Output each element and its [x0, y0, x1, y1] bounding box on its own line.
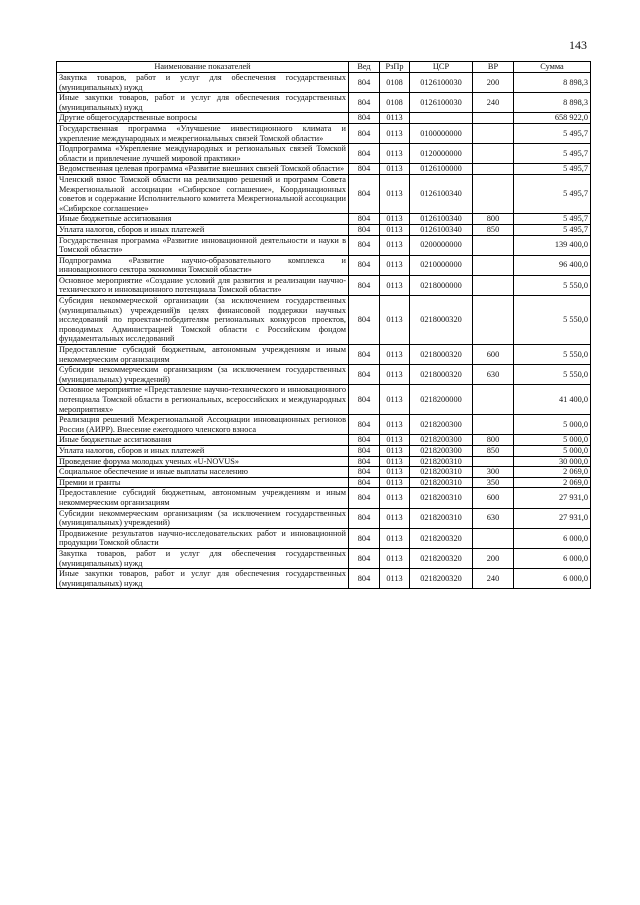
table-row: [57, 296, 591, 345]
row-rzpr-cell: 0113: [380, 488, 410, 508]
table-row: [57, 385, 591, 415]
row-name-cell: Иные закупки товаров, работ и услуг для обеспечения государственных (муниципальных) нужд: [57, 569, 349, 589]
row-ved-cell: 804: [349, 445, 380, 456]
row-name-cell: Предоставление субсидий бюджетным, автономным учреждениям и иным некоммерческим организациям: [57, 488, 349, 508]
row-vr-cell: 240: [473, 569, 514, 589]
row-vr-cell: [473, 528, 514, 548]
row-rzpr-cell: 0113: [380, 477, 410, 488]
row-csr-cell: 0218200320: [410, 569, 473, 589]
row-sum-cell: 5 550,0: [514, 275, 591, 295]
row-sum-cell: 5 495,7: [514, 144, 591, 164]
row-vr-cell: 600: [473, 488, 514, 508]
row-ved-cell: 804: [349, 569, 380, 589]
row-rzpr-cell: 0113: [380, 123, 410, 143]
row-sum-cell: 5 550,0: [514, 365, 591, 385]
row-sum-cell: 658 922,0: [514, 113, 591, 124]
row-vr-cell: 200: [473, 73, 514, 93]
row-sum-cell: 27 931,0: [514, 508, 591, 528]
table-row: [57, 174, 591, 213]
row-name-cell: Закупка товаров, работ и услуг для обеспечения государственных (муниципальных) нужд: [57, 73, 349, 93]
table-row: [57, 548, 591, 568]
table-row: [57, 508, 591, 528]
row-ved-cell: 804: [349, 164, 380, 175]
row-name-cell: Уплата налогов, сборов и иных платежей: [57, 445, 349, 456]
row-sum-cell: 2 069,0: [514, 467, 591, 478]
row-ved-cell: 804: [349, 224, 380, 235]
row-vr-cell: 850: [473, 224, 514, 235]
row-csr-cell: 0126100340: [410, 224, 473, 235]
row-rzpr-cell: 0113: [380, 164, 410, 175]
row-vr-cell: 850: [473, 445, 514, 456]
row-ved-cell: 804: [349, 385, 380, 415]
row-ved-cell: 804: [349, 467, 380, 478]
row-csr-cell: 0120000000: [410, 144, 473, 164]
table-row: [57, 224, 591, 235]
row-sum-cell: 8 898,3: [514, 73, 591, 93]
table-row: [57, 488, 591, 508]
row-name-cell: Субсидии некоммерческим организациям (за исключением государственных (муниципальных) учреждений): [57, 365, 349, 385]
table-row: [57, 214, 591, 225]
row-vr-cell: 600: [473, 345, 514, 365]
row-sum-cell: 5 550,0: [514, 345, 591, 365]
row-csr-cell: 0218200300: [410, 445, 473, 456]
row-name-cell: Проведение форума молодых ученых «U-NOVUS»: [57, 456, 349, 467]
row-ved-cell: 804: [349, 275, 380, 295]
header-rzpr: РзПр: [380, 62, 410, 73]
row-vr-cell: [473, 174, 514, 213]
row-sum-cell: 41 400,0: [514, 385, 591, 415]
row-rzpr-cell: 0113: [380, 435, 410, 446]
page-number: 143: [569, 38, 587, 52]
table-row: [57, 456, 591, 467]
table-row: [57, 467, 591, 478]
row-sum-cell: 5 495,7: [514, 123, 591, 143]
row-name-cell: Подпрограмма «Развитие научно-образовательного комплекса и инновационного сектора экономики Томской области»: [57, 255, 349, 275]
row-name-cell: Иные закупки товаров, работ и услуг для обеспечения государственных (муниципальных) нужд: [57, 93, 349, 113]
row-name-cell: Закупка товаров, работ и услуг для обеспечения государственных (муниципальных) нужд: [57, 548, 349, 568]
row-name-cell: Членский взнос Томской области на реализацию решений и программ Совета Межрегиональной ассоциации «Сибирское соглашение», Координационных советов и содержание Исполнительного комитета Межрегиональной ассоциации «Сибирское соглашение»: [57, 174, 349, 213]
row-vr-cell: 630: [473, 508, 514, 528]
row-ved-cell: 804: [349, 235, 380, 255]
row-vr-cell: [473, 113, 514, 124]
row-ved-cell: 804: [349, 144, 380, 164]
row-vr-cell: [473, 235, 514, 255]
row-csr-cell: 0218200320: [410, 528, 473, 548]
row-csr-cell: 0126100030: [410, 73, 473, 93]
row-csr-cell: 0218200300: [410, 415, 473, 435]
row-ved-cell: 804: [349, 477, 380, 488]
table-row: [57, 569, 591, 589]
row-sum-cell: 6 000,0: [514, 528, 591, 548]
row-ved-cell: 804: [349, 508, 380, 528]
row-rzpr-cell: 0113: [380, 214, 410, 225]
table-row: [57, 365, 591, 385]
row-vr-cell: [473, 164, 514, 175]
row-vr-cell: 630: [473, 365, 514, 385]
row-vr-cell: [473, 296, 514, 345]
table-row: [57, 255, 591, 275]
row-name-cell: Уплата налогов, сборов и иных платежей: [57, 224, 349, 235]
row-sum-cell: 5 495,7: [514, 214, 591, 225]
row-ved-cell: 804: [349, 93, 380, 113]
row-rzpr-cell: 0113: [380, 445, 410, 456]
row-sum-cell: 5 495,7: [514, 174, 591, 213]
row-ved-cell: 804: [349, 365, 380, 385]
row-vr-cell: 300: [473, 467, 514, 478]
table-row: [57, 275, 591, 295]
row-name-cell: Другие общегосударственные вопросы: [57, 113, 349, 124]
row-sum-cell: 96 400,0: [514, 255, 591, 275]
header-vr: ВР: [473, 62, 514, 73]
row-rzpr-cell: 0113: [380, 508, 410, 528]
table-header-row: [57, 62, 591, 73]
row-name-cell: Иные бюджетные ассигнования: [57, 214, 349, 225]
row-csr-cell: 0218200310: [410, 508, 473, 528]
row-name-cell: Реализация решений Межрегиональной Ассоциации инновационных регионов России (АИРР). Внесение ежегодного членского взноса: [57, 415, 349, 435]
row-name-cell: Субсидии некоммерческим организациям (за исключением государственных (муниципальных) учреждений): [57, 508, 349, 528]
row-vr-cell: [473, 255, 514, 275]
header-sum: Сумма: [514, 62, 591, 73]
row-rzpr-cell: 0113: [380, 548, 410, 568]
row-name-cell: Государственная программа «Улучшение инвестиционного климата и укрепление международных и межрегиональных связей Томской области»: [57, 123, 349, 143]
table-row: [57, 93, 591, 113]
row-name-cell: Основное мероприятие «Представление научно-технического и инновационного потенциала Томской области в региональных, всероссийских и международных мероприятиях»: [57, 385, 349, 415]
row-ved-cell: 804: [349, 435, 380, 446]
row-sum-cell: 27 931,0: [514, 488, 591, 508]
table-row: [57, 345, 591, 365]
row-csr-cell: 0218000000: [410, 275, 473, 295]
row-csr-cell: 0126100340: [410, 214, 473, 225]
row-name-cell: Подпрограмма «Укрепление международных и региональных связей Томской области и привлечение лучшей мировой практики»: [57, 144, 349, 164]
row-vr-cell: [473, 456, 514, 467]
table-row: [57, 144, 591, 164]
row-rzpr-cell: 0113: [380, 275, 410, 295]
row-vr-cell: 350: [473, 477, 514, 488]
row-vr-cell: [473, 415, 514, 435]
row-vr-cell: 200: [473, 548, 514, 568]
row-csr-cell: 0218000320: [410, 345, 473, 365]
row-vr-cell: 240: [473, 93, 514, 113]
row-rzpr-cell: 0113: [380, 569, 410, 589]
row-csr-cell: 0218000320: [410, 296, 473, 345]
row-csr-cell: 0100000000: [410, 123, 473, 143]
row-csr-cell: 0218000320: [410, 365, 473, 385]
row-ved-cell: 804: [349, 255, 380, 275]
row-rzpr-cell: 0113: [380, 365, 410, 385]
table-row: [57, 445, 591, 456]
row-sum-cell: 5 550,0: [514, 296, 591, 345]
row-ved-cell: 804: [349, 488, 380, 508]
row-csr-cell: 0126100340: [410, 174, 473, 213]
row-vr-cell: [473, 385, 514, 415]
row-name-cell: Иные бюджетные ассигнования: [57, 435, 349, 446]
header-name: Наименование показателей: [57, 62, 349, 73]
row-csr-cell: 0218200310: [410, 456, 473, 467]
table-row: [57, 477, 591, 488]
row-csr-cell: 0218200000: [410, 385, 473, 415]
budget-table: [56, 61, 591, 589]
table-row: [57, 435, 591, 446]
row-csr-cell: 0218200310: [410, 488, 473, 508]
row-name-cell: Основное мероприятие «Создание условий для развития и реализации научно-технического и инновационного потенциала Томской области»: [57, 275, 349, 295]
row-ved-cell: 804: [349, 345, 380, 365]
row-sum-cell: 6 000,0: [514, 548, 591, 568]
row-rzpr-cell: 0113: [380, 528, 410, 548]
row-sum-cell: 6 000,0: [514, 569, 591, 589]
row-csr-cell: 0126100030: [410, 93, 473, 113]
row-rzpr-cell: 0113: [380, 296, 410, 345]
row-sum-cell: 5 000,0: [514, 445, 591, 456]
table-row: [57, 113, 591, 124]
row-name-cell: Премии и гранты: [57, 477, 349, 488]
row-csr-cell: 0210000000: [410, 255, 473, 275]
row-csr-cell: 0218200320: [410, 548, 473, 568]
row-sum-cell: 5 000,0: [514, 435, 591, 446]
table-row: [57, 123, 591, 143]
row-rzpr-cell: 0113: [380, 144, 410, 164]
row-vr-cell: 800: [473, 435, 514, 446]
row-rzpr-cell: 0108: [380, 93, 410, 113]
row-rzpr-cell: 0113: [380, 456, 410, 467]
row-rzpr-cell: 0113: [380, 113, 410, 124]
row-name-cell: Ведомственная целевая программа «Развитие внешних связей Томской области»: [57, 164, 349, 175]
row-sum-cell: 139 400,0: [514, 235, 591, 255]
header-csr: ЦСР: [410, 62, 473, 73]
row-rzpr-cell: 0113: [380, 385, 410, 415]
row-csr-cell: 0218200300: [410, 435, 473, 446]
row-ved-cell: 804: [349, 73, 380, 93]
row-ved-cell: 804: [349, 296, 380, 345]
row-vr-cell: 800: [473, 214, 514, 225]
row-rzpr-cell: 0113: [380, 415, 410, 435]
row-ved-cell: 804: [349, 113, 380, 124]
row-sum-cell: 5 495,7: [514, 164, 591, 175]
row-ved-cell: 804: [349, 548, 380, 568]
row-rzpr-cell: 0108: [380, 73, 410, 93]
row-ved-cell: 804: [349, 123, 380, 143]
row-sum-cell: 8 898,3: [514, 93, 591, 113]
row-ved-cell: 804: [349, 456, 380, 467]
row-csr-cell: 0200000000: [410, 235, 473, 255]
header-ved: Вед: [349, 62, 380, 73]
row-csr-cell: [410, 113, 473, 124]
row-name-cell: Продвижение результатов научно-исследовательских работ и инновационной продукции Томской области: [57, 528, 349, 548]
row-name-cell: Социальное обеспечение и иные выплаты населению: [57, 467, 349, 478]
row-csr-cell: 0218200310: [410, 467, 473, 478]
row-name-cell: Государственная программа «Развитие инновационной деятельности и науки в Томской области»: [57, 235, 349, 255]
row-rzpr-cell: 0113: [380, 224, 410, 235]
row-rzpr-cell: 0113: [380, 235, 410, 255]
row-sum-cell: 5 000,0: [514, 415, 591, 435]
row-csr-cell: 0126100000: [410, 164, 473, 175]
row-rzpr-cell: 0113: [380, 255, 410, 275]
row-rzpr-cell: 0113: [380, 345, 410, 365]
table-row: [57, 235, 591, 255]
row-csr-cell: 0218200310: [410, 477, 473, 488]
row-vr-cell: [473, 123, 514, 143]
row-name-cell: Субсидия некоммерческой организации (за исключением государственных (муниципальных) учреждений)в целях финансовой поддержки научных исследований по проектам-победителям региональных конкурсов проектов, проводимых Администрацией Томской области с Российским фондом фундаментальных исследований: [57, 296, 349, 345]
row-name-cell: Предоставление субсидий бюджетным, автономным учреждениям и иным некоммерческим организациям: [57, 345, 349, 365]
row-ved-cell: 804: [349, 174, 380, 213]
table-row: [57, 164, 591, 175]
row-ved-cell: 804: [349, 214, 380, 225]
row-ved-cell: 804: [349, 528, 380, 548]
table-row: [57, 73, 591, 93]
row-ved-cell: 804: [349, 415, 380, 435]
row-sum-cell: 30 000,0: [514, 456, 591, 467]
row-rzpr-cell: 0113: [380, 174, 410, 213]
row-sum-cell: 5 495,7: [514, 224, 591, 235]
row-rzpr-cell: 0113: [380, 467, 410, 478]
row-vr-cell: [473, 275, 514, 295]
table-row: [57, 528, 591, 548]
row-vr-cell: [473, 144, 514, 164]
row-sum-cell: 2 069,0: [514, 477, 591, 488]
table-row: [57, 415, 591, 435]
